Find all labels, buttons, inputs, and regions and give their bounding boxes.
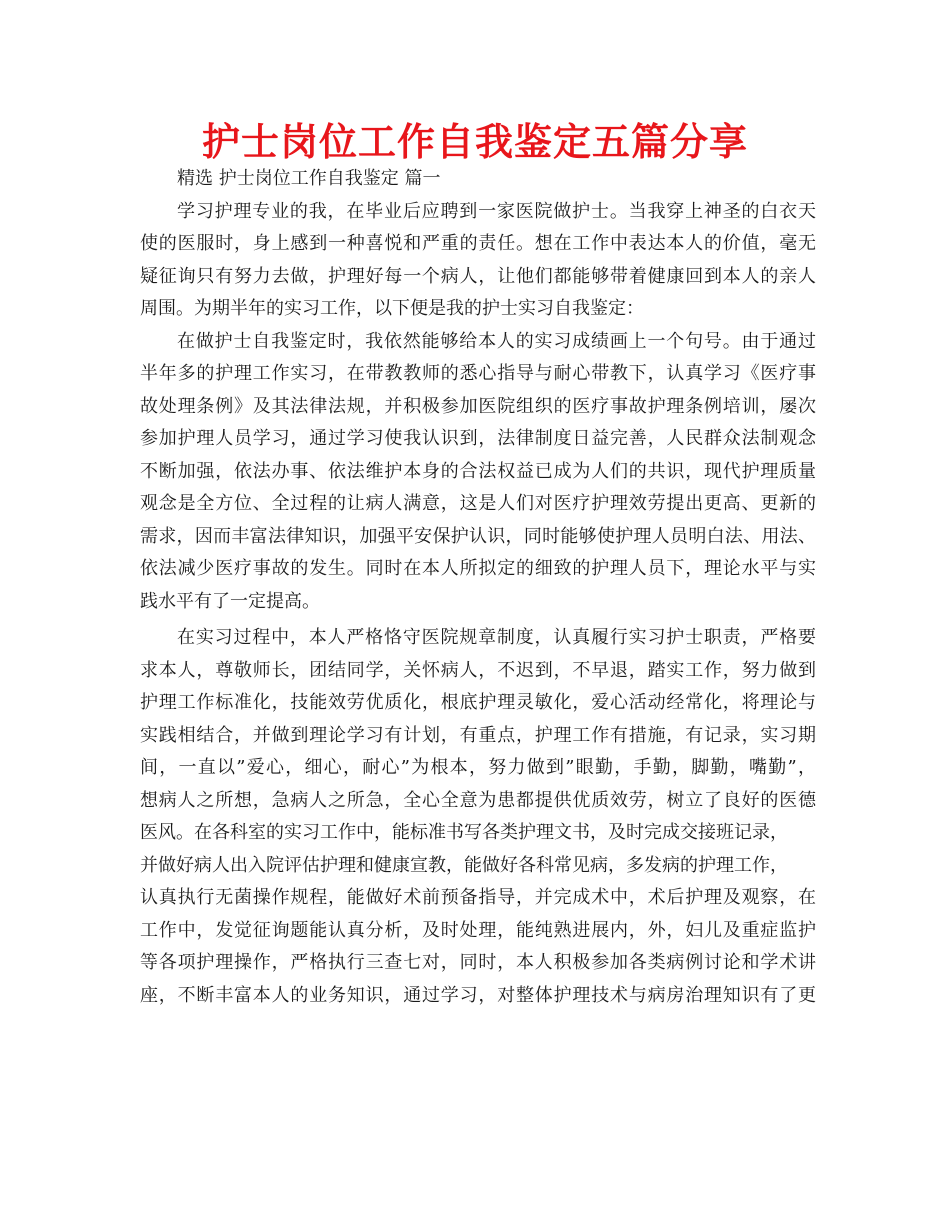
paragraph-3-line-3: 护理工作标准化，技能效劳优质化，根底护理灵敏化，爱心活动经常化，将理论与	[140, 692, 816, 713]
paragraph-3-line-2: 求本人，尊敬师长，团结同学，关怀病人，不迟到，不早退，踏实工作，努力做到	[140, 659, 816, 681]
paragraph-1-line-2: 使的医服时，身上感到一种喜悦和严重的责任。想在工作中表达本人的价值，毫无	[140, 233, 816, 254]
paragraph-2-line-3: 故处理条例》及其法律法规，并积极参加医院组织的医疗事故护理条例培训，屡次	[140, 395, 816, 417]
paragraph-2-line-7: 需求，因而丰富法律知识，加强平安保护认识，同时能够使护理人员明白法、用法、	[140, 525, 816, 547]
paragraph-3-line-6: 想病人之所想，急病人之所急，全心全意为患都提供优质效劳，树立了良好的医德	[140, 789, 816, 811]
subtitle: 精选 护士岗位工作自我鉴定 篇一	[177, 168, 441, 189]
paragraph-3-line-8: 并做好病人出入院评估护理和健康宣教，能做好各科常见病，多发病的护理工作，	[140, 854, 788, 876]
paragraph-3-line-1: 在实习过程中，本人严格恪守医院规章制度，认真履行实习护士职责，严格要	[177, 627, 816, 648]
paragraph-3-line-12: 座，不断丰富本人的业务知识，通过学习，对整体护理技术与病房治理知识有了更	[140, 984, 816, 1006]
document-body	[140, 163, 816, 1012]
paragraph-2-line-2: 半年多的护理工作实习，在带教教师的悉心指导与耐心带教下，认真学习《医疗事	[140, 363, 816, 384]
paragraph-2-line-5: 不断加强，依法办事、依法维护本身的合法权益已成为人们的共识，现代护理质量	[140, 460, 816, 482]
paragraph-2-line-9: 践水平有了一定提高。	[140, 590, 320, 612]
paragraph-3-line-11: 等各项护理操作，严格执行三查七对，同时，本人积极参加各类病例讨论和学术讲	[140, 952, 816, 973]
paragraph-1-line-3: 疑征询只有努力去做，护理好每一个病人，让他们都能够带着健康回到本人的亲人	[140, 265, 816, 287]
paragraph-3-line-4: 实践相结合，并做到理论学习有计划，有重点，护理工作有措施，有记录，实习期	[140, 724, 816, 746]
document-title: 护士岗位工作自我鉴定五篇分享	[201, 120, 748, 164]
paragraph-1-line-1: 学习护理专业的我，在毕业后应聘到一家医院做护士。当我穿上神圣的白衣天	[177, 200, 816, 222]
paragraph-3-line-5: 间，一直以”爱心，细心，耐心”为根本，努力做到”眼勤，手勤，脚勤，嘴勤”，	[140, 757, 816, 778]
paragraph-3-line-9: 认真执行无菌操作规程，能做好术前预备指导，并完成术中，术后护理及观察，在	[140, 887, 816, 908]
paragraph-2-line-6: 观念是全方位、全过程的让病人满意，这是人们对医疗护理效劳提出更高、更新的	[140, 493, 816, 514]
paragraph-1-line-4: 周围。为期半年的实习工作，以下便是我的护士实习自我鉴定：	[140, 298, 644, 319]
paragraph-2-line-1: 在做护士自我鉴定时，我依然能够给本人的实习成绩画上一个句号。由于通过	[177, 330, 816, 352]
paragraph-3-line-7: 医风。在各科室的实习工作中，能标准书写各类护理文书，及时完成交接班记录，	[140, 822, 788, 843]
paragraph-2-line-8: 依法减少医疗事故的发生。同时在本人所拟定的细致的护理人员下，理论水平与实	[140, 558, 816, 579]
paragraph-3-line-10: 工作中，发觉征询题能认真分析，及时处理，能纯熟进展内，外，妇儿及重症监护	[140, 919, 816, 941]
paragraph-2-line-4: 参加护理人员学习，通过学习使我认识到，法律制度日益完善，人民群众法制观念	[140, 428, 816, 449]
